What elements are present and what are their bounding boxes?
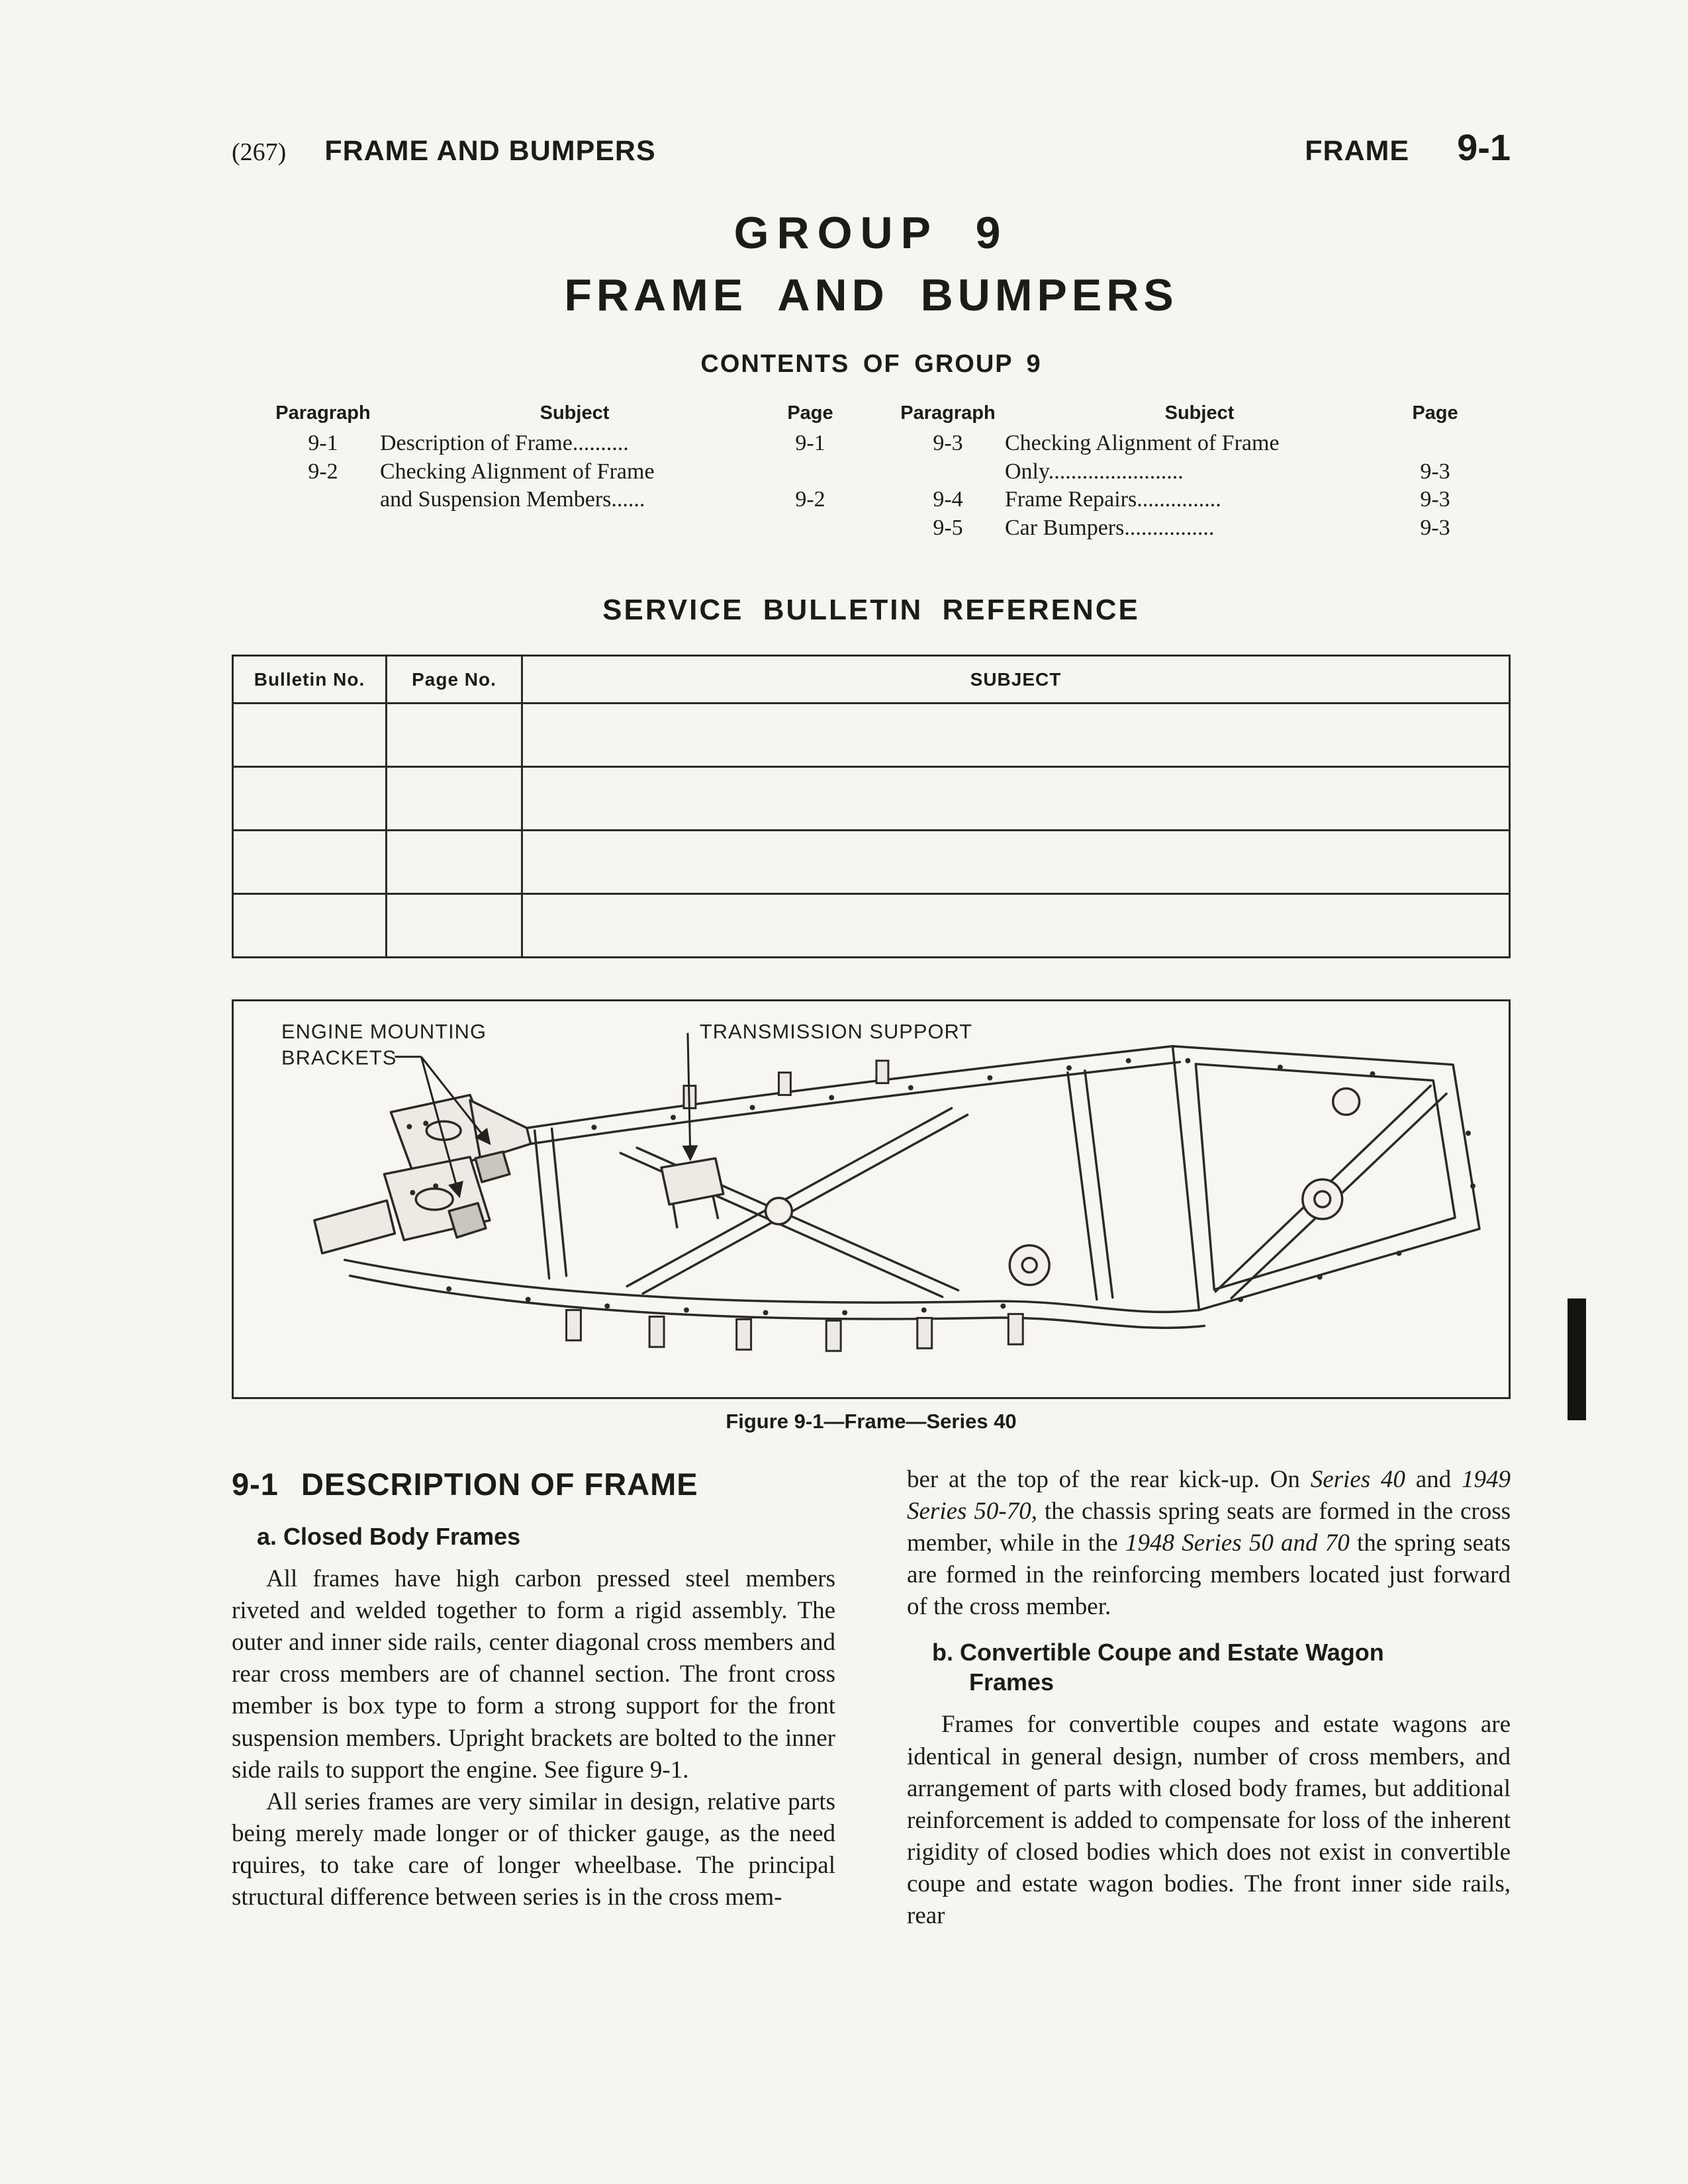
edge-tab-mark [1568,1298,1586,1420]
toc-header-paragraph: Paragraph [900,402,996,424]
section-number: 9-1 [232,1467,279,1502]
toc-page-number [773,458,847,486]
contents-left-column [270,402,847,542]
group-title: FRAME AND BUMPERS [564,270,1178,320]
running-head-left [232,135,656,167]
toc-subject: Description of Frame.......... [380,431,629,455]
figure-frame-series-40 [232,999,1511,1399]
bulletin-cell [522,704,1510,767]
engine-mounting-label-line1: ENGINE MOUNTING [281,1019,487,1043]
article-body [232,1464,1511,1932]
toc-row [270,430,847,458]
bulletin-cell [233,831,387,894]
transmission-support-part [661,1158,724,1228]
bulletin-cell [522,894,1510,958]
bulletin-empty-row [233,831,1510,894]
toc-subject: Checking Alignment of Frame [1005,431,1280,455]
toc-subject: Only........................ [1005,459,1184,484]
italic-run: 1949 Series 50-70, [907,1466,1511,1525]
body-mount-brackets [567,1061,1023,1351]
toc-paragraph-number: 9-4 [933,487,963,512]
bulletin-col-bulletin-no: Bulletin No. [233,656,387,704]
engine-mounting-bracket-upper [475,1152,510,1182]
contents-heading: CONTENTS OF GROUP 9 [700,350,1042,378]
bulletin-empty-row [233,894,1510,958]
bulletin-col-subject: SUBJECT [522,656,1510,704]
toc-page-number: 9-3 [1420,487,1450,512]
running-head-title-right: FRAME [1305,135,1410,167]
bulletin-table [232,655,1511,958]
toc-header-subject: Subject [1164,402,1235,424]
running-head-title-left: FRAME AND BUMPERS [324,135,656,167]
page-content [232,126,1511,1932]
paragraph-continued [907,1464,1511,1623]
toc-row [270,486,847,514]
contents-left-headers [270,402,847,424]
toc-row [270,458,847,486]
toc-paragraph-number: 9-5 [933,515,963,540]
running-head-right [1305,126,1511,169]
left-text-column [232,1464,835,1932]
toc-subject: Checking Alignment of Frame [380,459,655,484]
contents-right-column [895,402,1472,542]
bulletin-col-page-no: Page No. [387,656,522,704]
bulletin-empty-row [233,767,1510,831]
running-head [232,126,1511,169]
spring-seats [766,1089,1360,1285]
transmission-support-label: TRANSMISSION SUPPORT [699,1019,973,1043]
subheading-b [932,1637,1511,1697]
callout-labels [281,1020,972,1069]
toc-paragraph-number: 9-2 [308,459,338,484]
masthead [232,207,1511,379]
text-run: and [1405,1466,1462,1493]
front-crossmember-cluster [314,1095,531,1253]
toc-paragraph-number: 9-3 [933,431,963,455]
text-run: ber at the top of the rear kick-up. On [907,1466,1311,1493]
folio-number: (267) [232,138,287,166]
toc-paragraph-number: 9-1 [308,431,338,455]
toc-row [895,430,1472,458]
toc-paragraph-number [270,486,376,514]
frame-line-art [234,1001,1509,1397]
toc-subject: Frame Repairs............... [1005,487,1221,512]
section-heading [232,1464,835,1504]
italic-run: Series 40 [1310,1466,1405,1493]
contents-table [232,402,1511,542]
page-code: 9-1 [1457,126,1511,168]
toc-page-number: 9-2 [795,487,825,512]
bulletin-cell [233,767,387,831]
toc-page-number: 9-3 [1420,459,1450,484]
toc-subject: Car Bumpers................ [1005,515,1215,540]
bulletin-cell [387,831,522,894]
text-run: the spring seats are formed in the reinforcing members located just forward of the cross member. [907,1529,1511,1621]
section-title: DESCRIPTION OF FRAME [301,1467,698,1502]
bulletin-empty-row [233,704,1510,767]
figure-caption: Figure 9-1—Frame—Series 40 [726,1410,1017,1433]
toc-paragraph-number [895,458,1001,486]
right-text-column [907,1464,1511,1932]
bulletin-cell [387,704,522,767]
bulletin-cell [387,767,522,831]
toc-header-paragraph: Paragraph [275,402,371,424]
bulletin-cell [387,894,522,958]
subheading-b-line2: Frames [969,1668,1055,1696]
toc-header-page: Page [787,402,833,424]
toc-row [895,486,1472,514]
toc-page-number: 9-3 [1420,515,1450,540]
bulletin-cell [522,831,1510,894]
bulletin-cell [233,894,387,958]
bulletin-cell [522,767,1510,831]
toc-page-number [1398,430,1472,458]
toc-header-subject: Subject [539,402,610,424]
contents-right-headers [895,402,1472,424]
toc-row [895,514,1472,543]
toc-page-number: 9-1 [795,431,825,455]
toc-subject: and Suspension Members...... [380,487,645,512]
bulletin-header-row [233,656,1510,704]
paragraph: All series frames are very similar in design, relative parts being merely made longer or of thicker gauge, as the need rquires, to take care of longer wheelbase. The principal structural difference between series is in the cross mem- [232,1788,835,1911]
paragraph: All frames have high carbon pressed steel members riveted and welded together to form a rigid assembly. The outer and inner side rails, center diagonal cross members and rear cross members are of channel section. The front cross member is box type to form a strong support for the front suspension members. Upright brackets are bolted to the inner side rails to support the engine. See figure 9-1. [232,1565,835,1784]
group-heading: GROUP 9 [733,208,1009,258]
engine-mounting-label-line2: BRACKETS [281,1046,397,1069]
subheading-a: a. Closed Body Frames [257,1523,521,1551]
italic-run: 1948 Series 50 and 70 [1125,1529,1350,1557]
paragraph: Frames for convertible coupes and estate wagons are identical in general design, number of cross members, and arrangement of parts with closed body frames, but additional reinforcement is added to compensate for loss of the inherent rigidity of closed bodies which does not exist in convertible coupe and estate wagon bodies. The front inner side rails, rear [907,1711,1511,1930]
text-run: the chassis spring seats are formed in the cross member, while in the [907,1498,1511,1557]
toc-header-page: Page [1412,402,1458,424]
bulletin-heading: SERVICE BULLETIN REFERENCE [602,594,1140,626]
subheading-b-line1: b. Convertible Coupe and Estate Wagon [932,1639,1384,1666]
bulletin-cell [233,704,387,767]
toc-row [895,458,1472,486]
